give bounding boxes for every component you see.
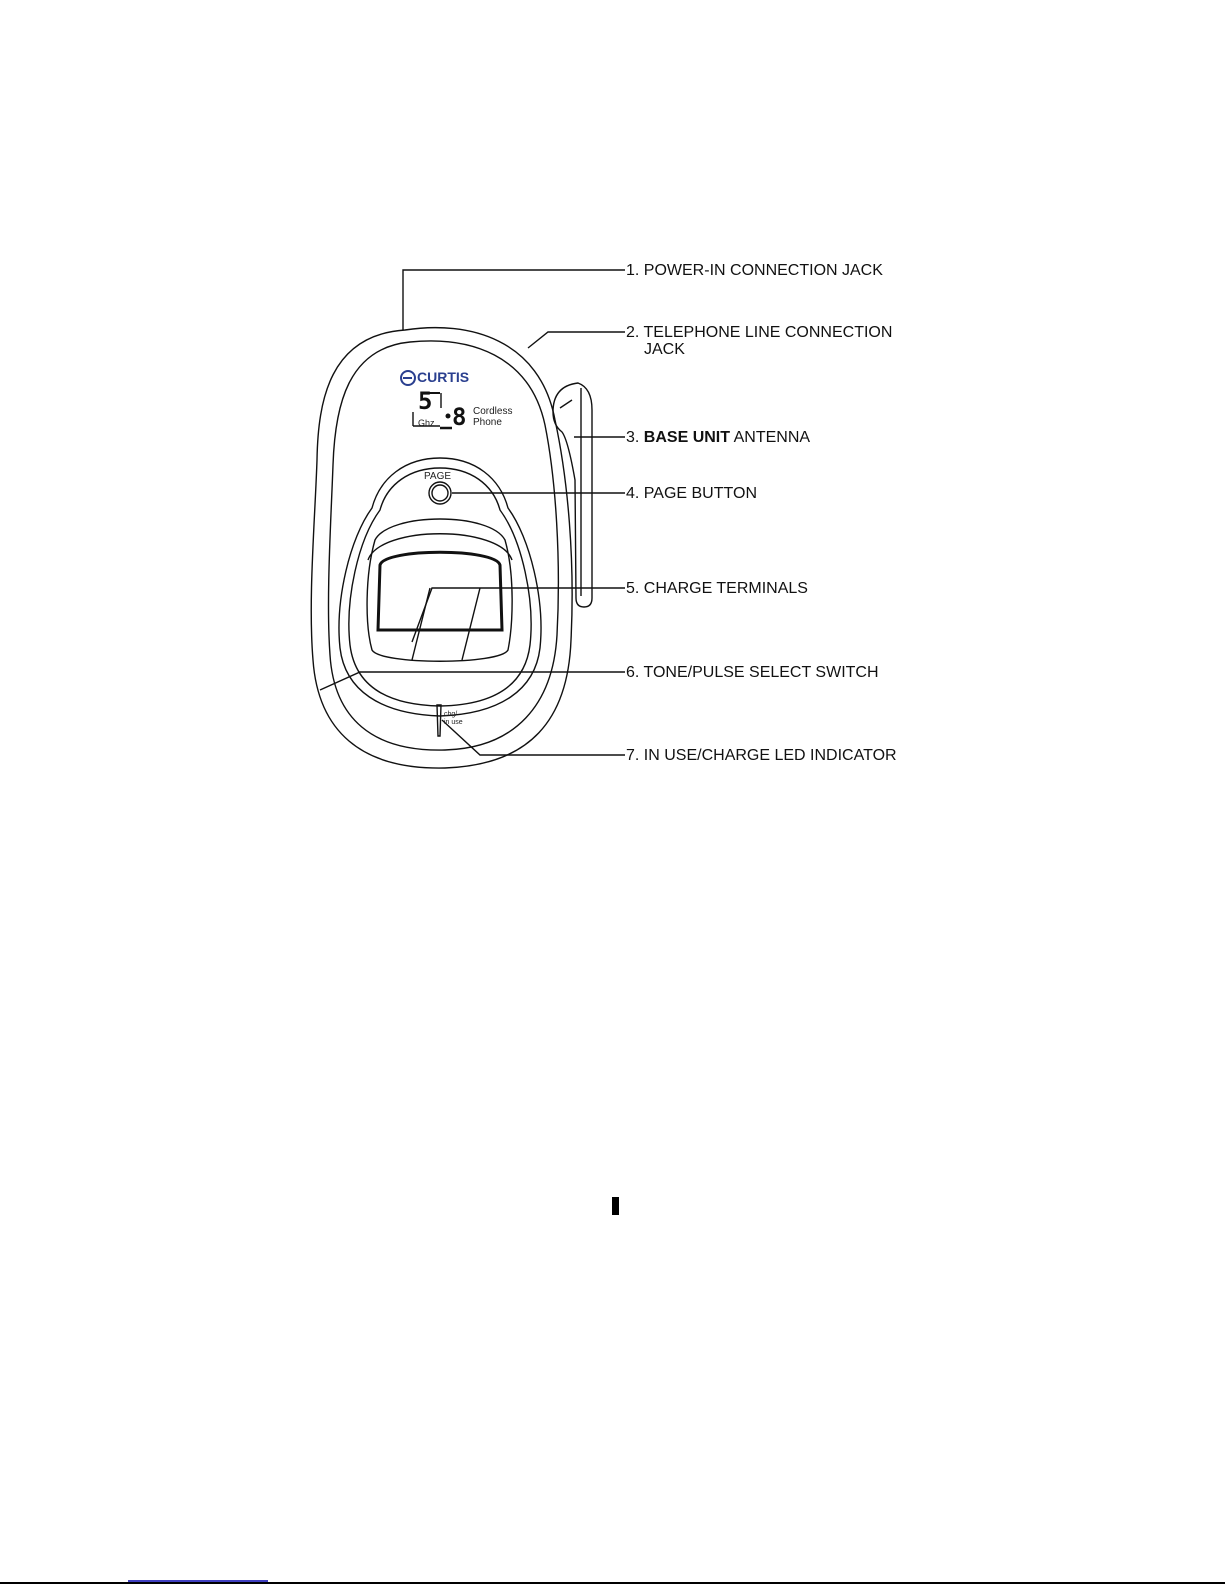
led-label-line1: chg/ [444,711,458,718]
page-marker [612,1197,619,1215]
display-desc-line2: Phone [473,417,502,428]
callout-telephone-jack-line2: JACK [644,341,685,358]
page-button-label: PAGE [424,471,452,482]
display-digit-five: 5 [418,387,433,415]
display-dot [446,414,451,419]
base-inner-body [328,341,558,750]
display-digit-eight: 8 [452,403,467,431]
led-indicator [437,705,441,736]
led-label-line2: in use [444,719,463,726]
footer-rule [0,1582,1225,1584]
cradle-outer [339,458,541,716]
charge-terminal-right [462,588,480,660]
callout-led-indicator: 7. IN USE/CHARGE LED INDICATOR [626,747,897,764]
curtis-logo: CURTIS [417,369,470,385]
display-unit-label: Ghz [418,418,435,428]
callout-telephone-jack-line1: 2. TELEPHONE LINE CONNECTION [626,324,893,341]
callout-tone-pulse-switch: 6. TONE/PULSE SELECT SWITCH [626,664,879,681]
callout-charge-terminals: 5. CHARGE TERMINALS [626,580,808,597]
callout-antenna: 3. BASE UNIT ANTENNA [626,429,811,446]
handset-well [367,519,512,661]
display-desc-line1: Cordless [473,406,513,417]
callout-page-button: 4. PAGE BUTTON [626,485,757,502]
callout-power-in-jack: 1. POWER-IN CONNECTION JACK [626,262,883,279]
